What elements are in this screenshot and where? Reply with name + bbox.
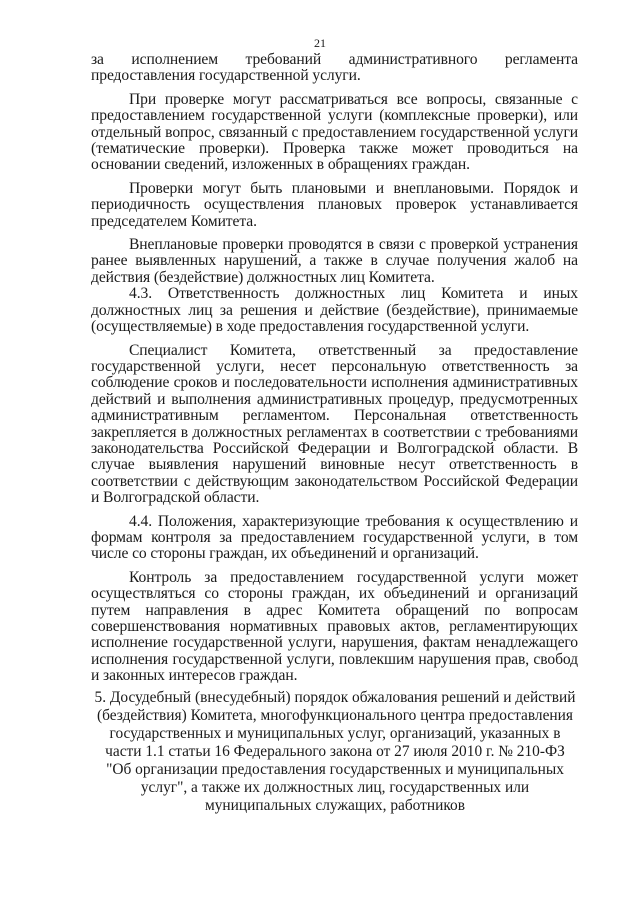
paragraph-section-4-3: 4.3. Ответственность должностных лиц Комитета и иных должностных лиц за решения и действие (бездействие), принимаемые (осуществляемые) в ходе предоставления государственной услуги.: [91, 285, 578, 336]
paragraph-citizen-control: Контроль за предоставлением государственной услуги может осуществляться со стороны граждан, их объединений и организаций путем направления в адрес Комитета обращений по вопросам совершенствования нормативных правовых актов, регламентирующих исполнение государственной услуги, нарушения, фактам ненадлежащего исполнения государственной услуги, повлекшим нарушения прав, свобод и законных интересов граждан.: [91, 568, 578, 685]
paragraph-specialist-responsibility: Специалист Комитета, ответственный за предоставление государственной услуги, несет персональную ответственность за соблюдение сроков и последовательности исполнения административных действий и выполнения административных процедур, предусмотренных административным регламентом. Персональная ответственность закрепляется в должностных регламентах в соответствии с требованиями законодательства Российской Федерации и Волгоградской области. В случае выявления нарушений виновные несут ответственность в соответствии с действующим законодательством Российской Федерации и Волгоградской области.: [91, 341, 578, 507]
paragraph-unscheduled-inspections: Внеплановые проверки проводятся в связи с проверкой устранения ранее выявленных нарушений, а также в случае получения жалоб на действия (бездействие) должностных лиц Комитета.: [91, 236, 578, 286]
page-number: 21: [314, 36, 326, 50]
document-body: [91, 52, 578, 692]
paragraph-inspection-types: Проверки могут быть плановыми и внеплановыми. Порядок и периодичность осуществления плановых проверок устанавливается председателем Комитета.: [91, 179, 578, 230]
paragraph-inspection-scope: При проверке могут рассматриваться все вопросы, связанные с предоставлением государственной услуги (комплексные проверки), или отдельный вопрос, связанный с предоставлением государственной услуги (тематические проверки). Проверка также может проводиться на основании сведений, изложенных в обращениях граждан.: [91, 90, 578, 174]
paragraph-section-4-4: 4.4. Положения, характеризующие требования к осуществлению и формам контроля за предоставлением государственной услуги, в том числе со стороны граждан, их объединений и организаций.: [91, 512, 578, 563]
section-5-heading: 5. Досудебный (внесудебный) порядок обжалования решений и действий (бездействия) Комитета, многофункционального центра предоставления государственных и муниципальных услуг, организаций, указанных в части 1.1 статьи 16 Федерального закона от 27 июля 2010 г. № 210-ФЗ "Об организации предоставления государственных и муниципальных услуг", а также их должностных лиц, государственных или муниципальных служащих, работников: [94, 689, 576, 814]
paragraph-continuation: за исполнением требований административного регламента предоставления государственной услуги.: [91, 51, 578, 85]
